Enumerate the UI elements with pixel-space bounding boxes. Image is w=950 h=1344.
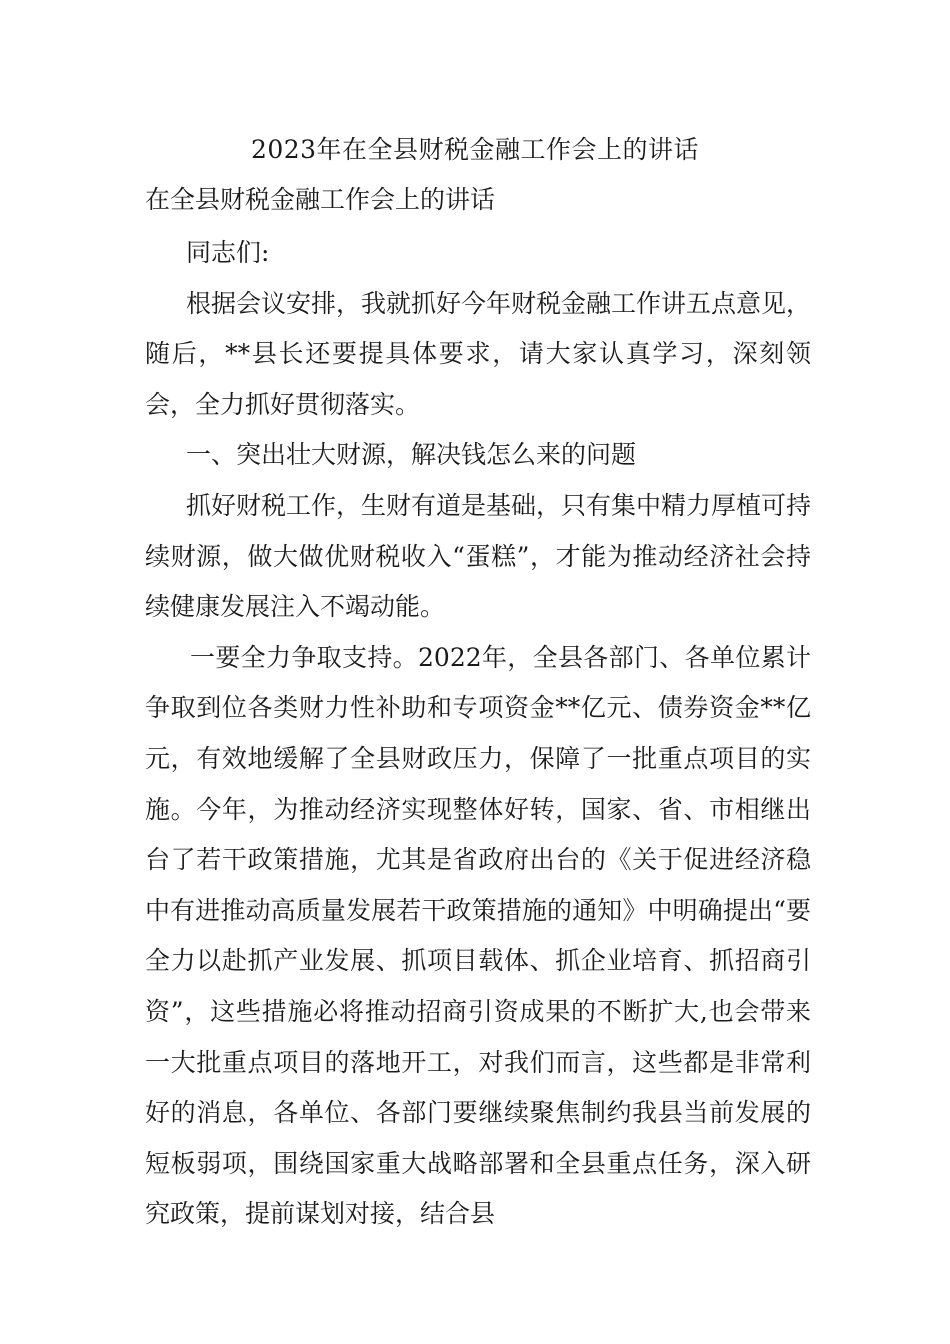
salutation: 同志们: bbox=[186, 238, 270, 267]
document-title: 2023年在全县财税金融工作会上的讲话 bbox=[250, 135, 700, 164]
body-paragraph: 一要全力争取支持。2022年，全县各部门、各单位累计争取到位各类财力性补助和专项资金**亿元、债券资金**亿元，有效地缓解了全县财政压力，保障了一批重点项目的实施。今年，为推动经济实现整体好转，国家、省、市相继出台了若干政策措施，尤其是省政府出台的《关于促进经济稳中有进推动高质量发展若干政策措施的通知》中明确提出“要全力以赴抓产业发展、抓项目载体、抓企业培育、抓招商引资”，这些措施必将推动招商引资成果的不断扩大,也会带来一大批重点项目的落地开工，对我们而言，这些都是非常利好的消息，各单位、各部门要继续聚焦制约我县当前发展的短板弱项，围绕国家重大战略部署和全县重点任务，深入研究政策，提前谋划对接，结合县 bbox=[145, 642, 811, 1229]
section-heading: 一、突出壮大财源，解决钱怎么来的问题 bbox=[186, 440, 637, 470]
document-body bbox=[145, 228, 811, 1240]
body-paragraph: 根据会议安排，我就抓好今年财税金融工作讲五点意见，随后，**县长还要提具体要求，请大家认真学习，深刻领会，全力抓好贯彻落实。 bbox=[145, 288, 812, 419]
document-subtitle: 在全县财税金融工作会上的讲话 bbox=[145, 185, 496, 214]
body-paragraph: 抓好财税工作，生财有道是基础，只有集中精力厚植可持续财源，做大做优财税收入“蛋糕”，才能为推动经济社会持续健康发展注入不竭动能。 bbox=[145, 490, 812, 622]
